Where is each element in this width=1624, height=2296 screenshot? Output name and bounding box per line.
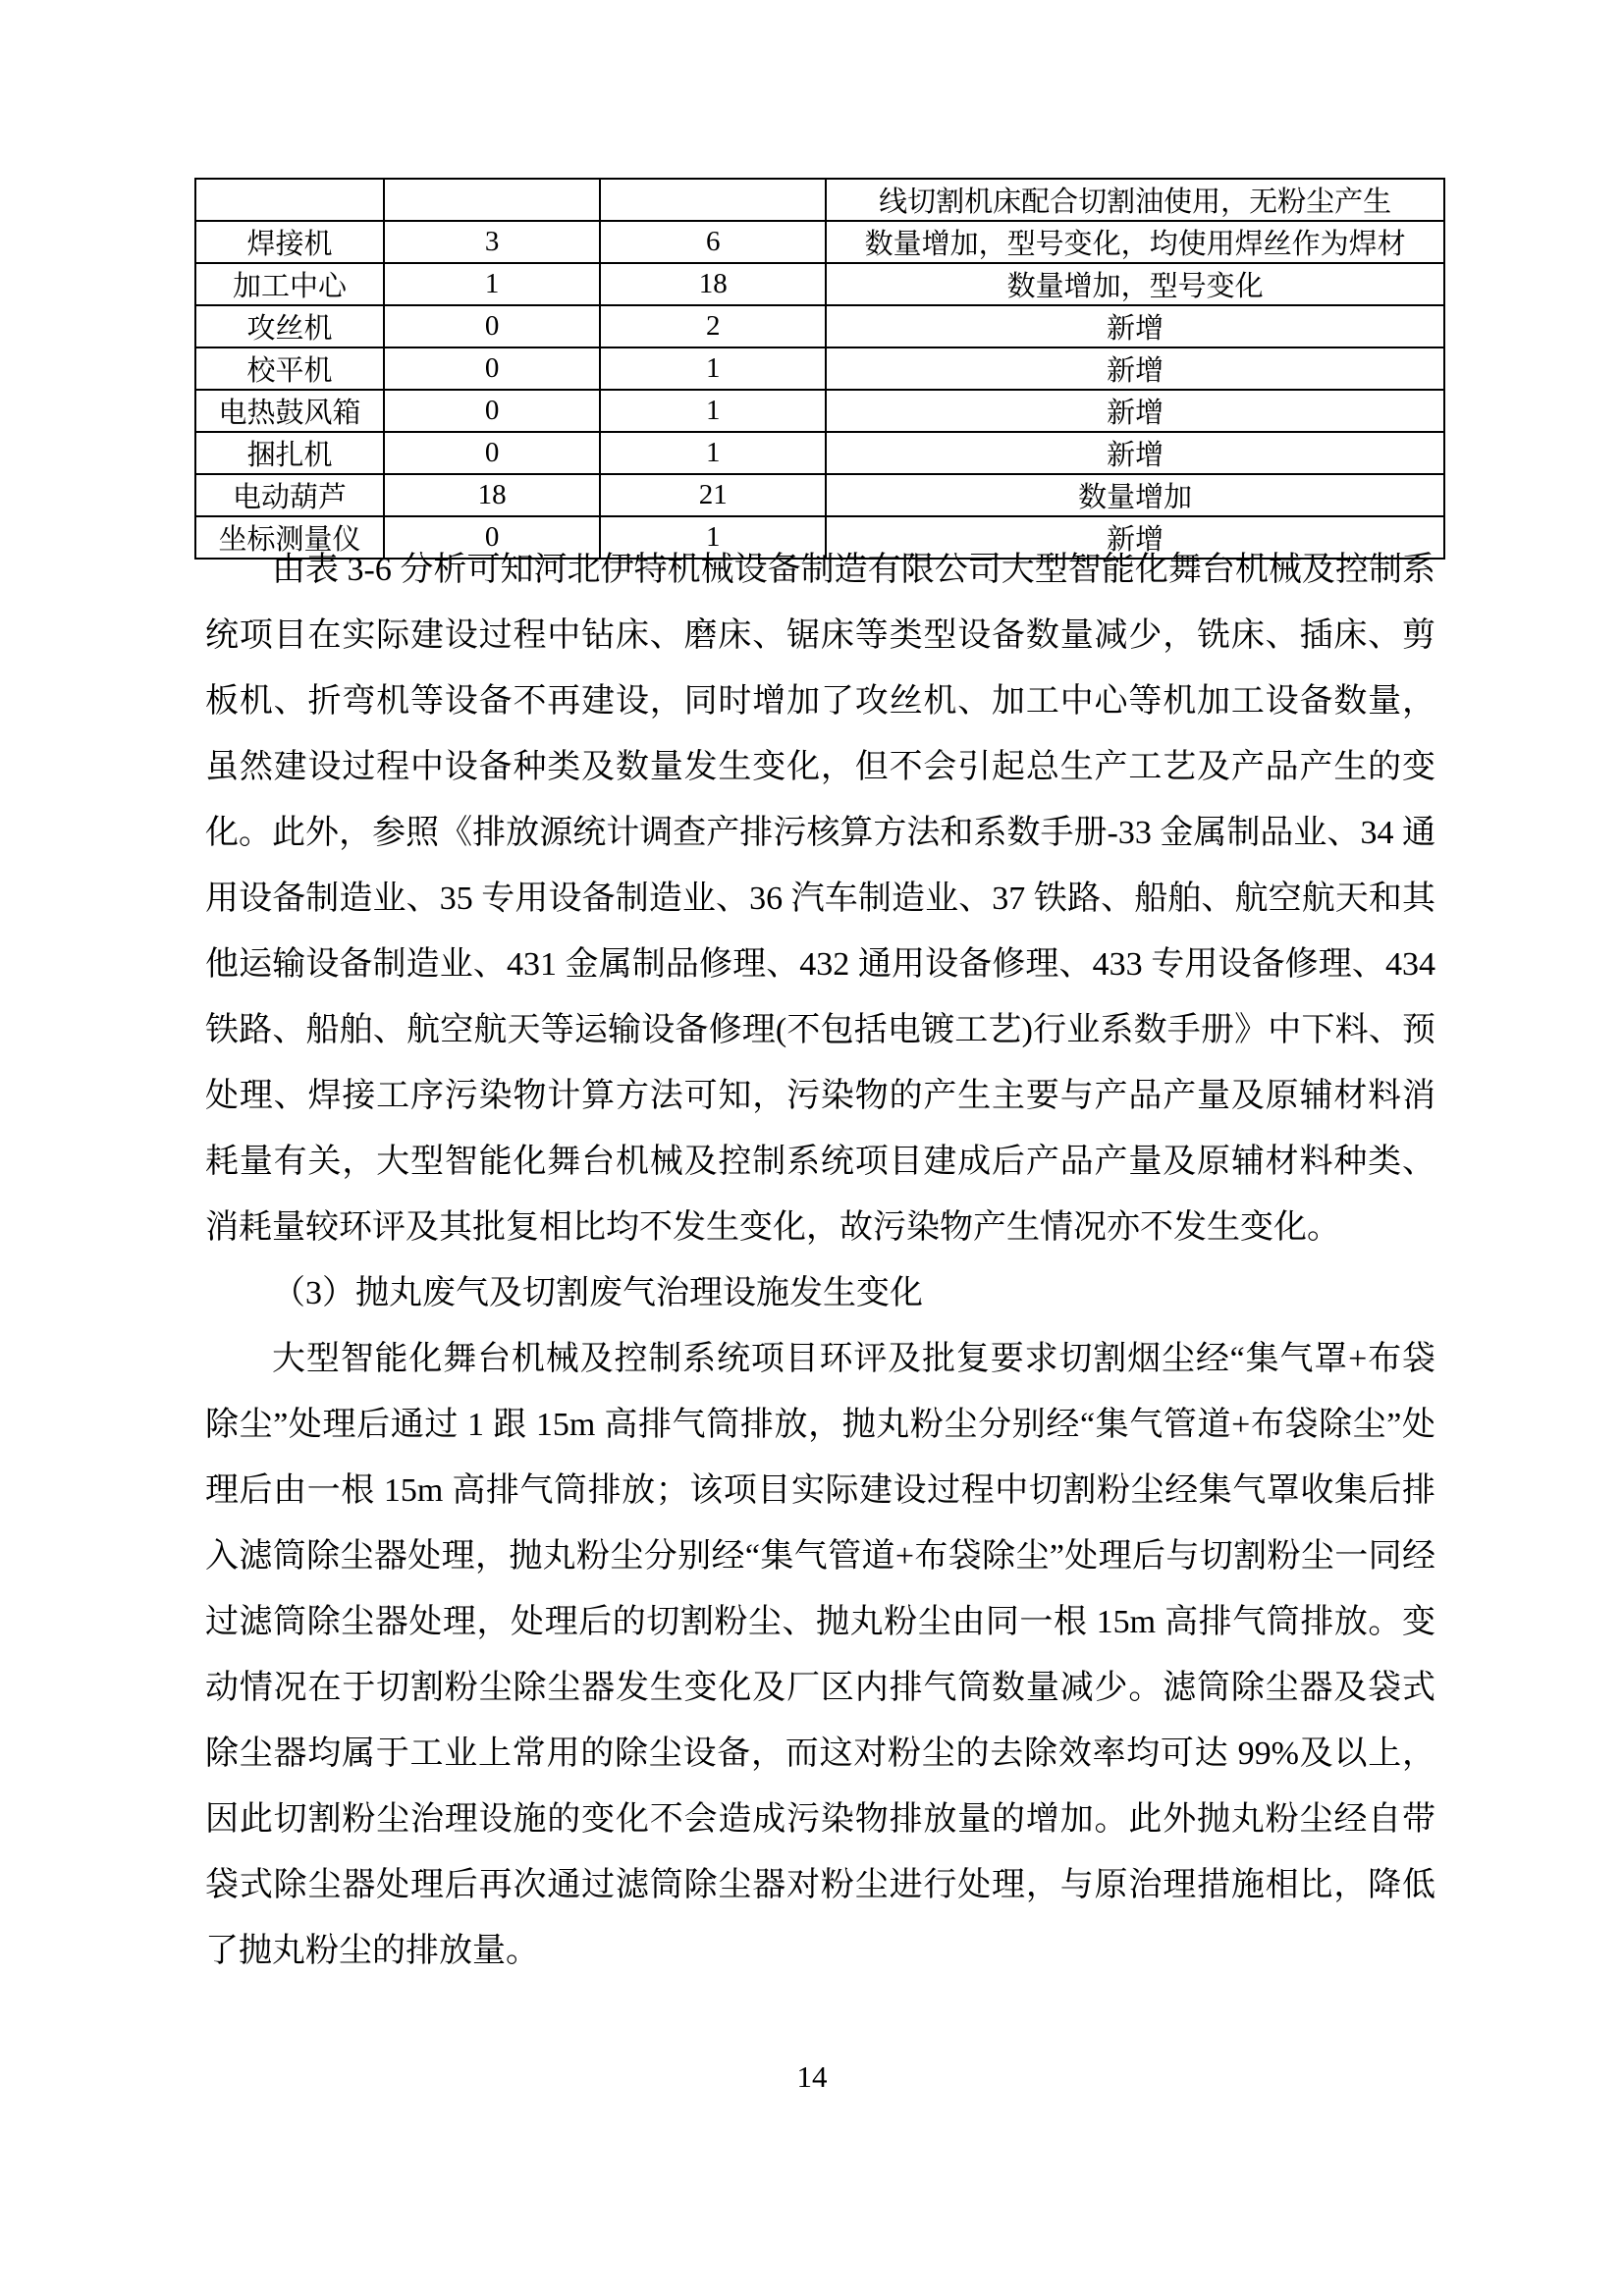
table-row [195,221,1444,263]
table-row [195,432,1444,474]
count-after-cell: 6 [600,221,826,263]
count-after-cell: 1 [600,347,826,390]
count-before-cell: 0 [384,390,600,432]
remark-cell: 数量增加 [826,474,1444,516]
equipment-name-cell: 坐标测量仪 [195,516,384,559]
count-before-cell: 3 [384,221,600,263]
count-before-cell: 0 [384,516,600,559]
table-row [195,305,1444,347]
count-after-cell: 21 [600,474,826,516]
body-text [205,537,1435,1984]
count-after-cell: 1 [600,390,826,432]
count-after-cell: 1 [600,516,826,559]
count-before-cell: 0 [384,305,600,347]
equipment-name-cell: 捆扎机 [195,432,384,474]
table-row [195,263,1444,305]
remark-cell: 线切割机床配合切割油使用，无粉尘产生 [826,179,1444,221]
table-row [195,347,1444,390]
remark-cell: 数量增加，型号变化 [826,263,1444,305]
remark-cell: 新增 [826,305,1444,347]
remark-cell: 新增 [826,516,1444,559]
equipment-name-cell: 电动葫芦 [195,474,384,516]
remark-cell: 新增 [826,390,1444,432]
count-before-cell [384,179,600,221]
remark-cell: 数量增加，型号变化，均使用焊丝作为焊材 [826,221,1444,263]
remark-cell: 新增 [826,347,1444,390]
count-before-cell: 18 [384,474,600,516]
count-before-cell: 0 [384,347,600,390]
section-heading-3: （3）抛丸废气及切割废气治理设施发生变化 [272,1275,923,1311]
count-after-cell: 2 [600,305,826,347]
count-after-cell: 18 [600,263,826,305]
count-after-cell [600,179,826,221]
table-row [195,390,1444,432]
table-row [195,179,1444,221]
equipment-change-table-body [195,179,1444,559]
equipment-name-cell: 攻丝机 [195,305,384,347]
equipment-name-cell: 加工中心 [195,263,384,305]
body-paragraph-analysis: 由表 3-6 分析可知河北伊特机械设备制造有限公司大型智能化舞台机械及控制系统项目在实际建设过程中钻床、磨床、锯床等类型设备数量减少，铣床、插床、剪板机、折弯机等设备不再建设，同时增加了攻丝机、加工中心等机加工设备数量，虽然建设过程中设备种类及数量发生变化，但不会引起总生产工艺及产品产生的变化。此外，参照《排放源统计调查产排污核算方法和系数手册-33 金属制品业、34 通用设备制造业、35 专用设备制造业、36 汽车制造业、37 铁路、船舶、航空航天和其他运输设备制造业、431 金属制品修理、432 通用设备修理、433 专用设备修理、434 铁路、船舶、航空航天等运输设备修理(不包括电镀工艺)行业系数手册》中下料、预处理、焊接工序污染物计算方法可知，污染物的产生主要与产品产量及原辅材料消耗量有关，大型智能化舞台机械及控制系统项目建成后产品产量及原辅材料种类、消耗量较环评及其批复相比均不发生变化，故污染物产生情况亦不发生变化。 [205,552,1435,1246]
equipment-name-cell: 焊接机 [195,221,384,263]
body-paragraph-treatment-change: 大型智能化舞台机械及控制系统项目环评及批复要求切割烟尘经“集气罩+布袋除尘”处理后通过 1 跟 15m 高排气筒排放，抛丸粉尘分别经“集气管道+布袋除尘”处理后由一根 15m 高排气筒排放；该项目实际建设过程中切割粉尘经集气罩收集后排入滤筒除尘器处理，抛丸粉尘分别经“集气管道+布袋除尘”处理后与切割粉尘一同经过滤筒除尘器处理，处理后的切割粉尘、抛丸粉尘由同一根 15m 高排气筒排放。变动情况在于切割粉尘除尘器发生变化及厂区内排气筒数量减少。滤筒除尘器及袋式除尘器均属于工业上常用的除尘设备，而这对粉尘的去除效率均可达 99%及以上，因此切割粉尘治理设施的变化不会造成污染物排放量的增加。此外抛丸粉尘经自带袋式除尘器处理后再次通过滤筒除尘器对粉尘进行处理，与原治理措施相比，降低了抛丸粉尘的排放量。 [205,1341,1435,1969]
table-row [195,474,1444,516]
page-number: 14 [796,2059,828,2094]
count-before-cell: 0 [384,432,600,474]
equipment-name-cell: 校平机 [195,347,384,390]
equipment-name-cell: 电热鼓风箱 [195,390,384,432]
equipment-change-table [194,178,1445,560]
equipment-name-cell [195,179,384,221]
count-before-cell: 1 [384,263,600,305]
remark-cell: 新增 [826,432,1444,474]
count-after-cell: 1 [600,432,826,474]
